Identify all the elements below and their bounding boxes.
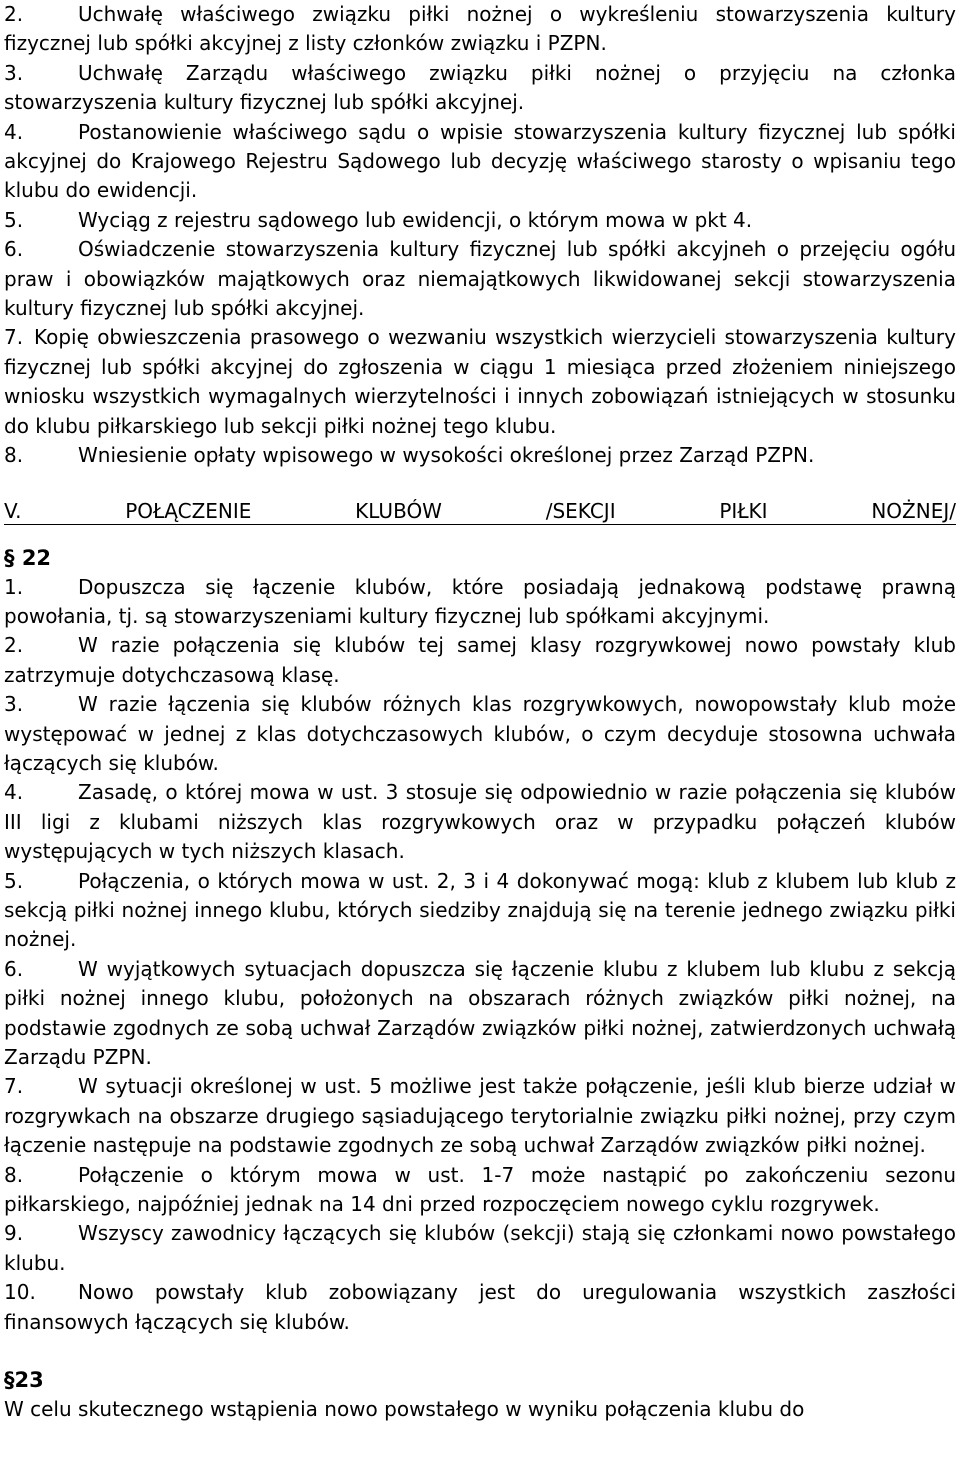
item-text: Oświadczenie stowarzyszenia kultury fizycznej lub spółki akcyjneh o przejęciu ogółu praw i obowiązków majątkowych oraz niemajątkowych likwidowanej sekcji stowarzyszenia kultury fizycznej lub spółki akcyjnej.: [4, 237, 956, 321]
item-number: 1.: [4, 574, 24, 599]
list-item: [4, 573, 956, 632]
item-number: 6.: [4, 237, 24, 262]
item-number: 9.: [4, 1221, 24, 1246]
item-number: 6.: [4, 956, 24, 981]
item-number: 10.: [4, 1280, 36, 1305]
document-page: [4, 0, 956, 1424]
list-item: [4, 1278, 956, 1337]
item-text: W wyjątkowych sytuacjach dopuszcza się łączenie klubu z klubem lub klubu z sekcją piłki nożnej innego klubu, położonych na obszarach różnych związków piłki nożnej, na podstawie zgodnych ze sobą uchwał Zarządów związków piłki nożnej, zatwierdzonych uchwałą Zarządu PZPN.: [4, 956, 956, 1069]
item-text: Uchwałę właściwego związku piłki nożnej o wykreśleniu stowarzyszenia kultury fizycznej lub spółki akcyjnej z listy członków związku i PZPN.: [4, 2, 956, 56]
section-22-list: [4, 573, 956, 1338]
item-text: Zasadę, o której mowa w ust. 3 stosuje się odpowiednio w razie połączenia się klubów III ligi z klubami niższych klas rozgrywkowych oraz w przypadku połączeń klubów występujących w tych niższych klasach.: [4, 780, 956, 864]
item-number: 7.: [4, 325, 24, 350]
list-item: [4, 59, 956, 118]
list-item: [4, 0, 956, 59]
item-text: Wszyscy zawodnicy łączących się klubów (sekcji) stają się członkami nowo powstałego klubu.: [4, 1221, 956, 1275]
item-text: W sytuacji określonej w ust. 5 możliwe jest także połączenie, jeśli klub bierze udział w rozgrywkach na obszarze drugiego sąsiadującego terytorialnie związku piłki nożnej, przy czym łączenie następuje na podstawie zgodnych ze sobą uchwał Zarządów związków piłki nożnej.: [4, 1074, 956, 1158]
item-text: Wyciąg z rejestru sądowego lub ewidencji, o którym mowa w pkt 4.: [78, 207, 753, 232]
item-number: 2.: [4, 633, 24, 658]
section-number: 23: [14, 1368, 44, 1393]
list-item: [4, 1072, 956, 1160]
item-text: Postanowienie właściwego sądu o wpisie stowarzyszenia kultury fizycznej lub spółki akcyjnej do Krajowego Rejestru Sądowego lub decyzję właściwego starosty o wpisaniu tego klubu do ewidencji.: [4, 119, 956, 203]
item-number: 8.: [4, 1162, 24, 1187]
item-number: 4.: [4, 780, 24, 805]
list-item: [4, 1161, 956, 1220]
item-number: 5.: [4, 207, 24, 232]
section-heading: [4, 497, 956, 525]
item-text: Uchwałę Zarządu właściwego związku piłki nożnej o przyjęciu na członka stowarzyszenia kultury fizycznej lub spółki akcyjnej.: [4, 60, 956, 115]
list-item: [4, 206, 956, 235]
item-number: 3.: [4, 692, 24, 717]
item-text: Kopię obwieszczenia prasowego o wezwaniu wszystkich wierzycieli stowarzyszenia kultury fizycznej lub spółki akcyjnej do zgłoszenia w ciągu 1 miesiąca przed złożeniem niniejszego wniosku wszystkich wymagalnych wierzytelności i innych zobowiązań istniejących w stosunku do klubu piłkarskiego lub sekcji piłki nożnej tego klubu.: [4, 325, 956, 438]
item-text: W razie łączenia się klubów różnych klas rozgrywkowych, nowopowstały klub może występować w jednej z klas dotychczasowych klubów, o czym decyduje stosowna uchwała łączących się klubów.: [4, 692, 956, 775]
heading-part: NOŻNEJ/: [871, 498, 956, 523]
heading-part: POŁĄCZENIE: [125, 498, 252, 523]
item-text: W razie połączenia się klubów tej samej klasy rozgrywkowej nowo powstały klub zatrzymuje dotychczasową klasę.: [4, 633, 956, 687]
list-item: [4, 867, 956, 955]
heading-part: KLUBÓW: [355, 498, 442, 523]
item-text: Dopuszcza się łączenie klubów, które posiadają jednakową podstawę prawną powołania, tj. są stowarzyszeniami kultury fizycznej lub spółkami akcyjnymi.: [4, 574, 956, 628]
item-number: 7.: [4, 1074, 24, 1099]
item-number: 8.: [4, 443, 24, 468]
list-item: [4, 323, 956, 441]
heading-part: V.: [4, 498, 22, 523]
item-number: 5.: [4, 868, 24, 893]
heading-part: PIŁKI: [719, 498, 768, 523]
list-item: [4, 690, 956, 778]
top-list: [4, 0, 956, 471]
item-text: Wniesienie opłaty wpisowego w wysokości określonej przez Zarząd PZPN.: [78, 443, 815, 468]
list-item: [4, 631, 956, 690]
section-number: 22: [21, 545, 52, 570]
item-text: Połączenie o którym mowa w ust. 1-7 może nastąpić po zakończeniu sezonu piłkarskiego, najpóźniej jednak na 14 dni przed rozpoczęciem nowego cyklu rozgrywek.: [4, 1162, 956, 1217]
list-item: [4, 118, 956, 206]
item-number: 2.: [4, 2, 24, 26]
list-item: [4, 235, 956, 323]
section-23-label: §23: [4, 1368, 44, 1393]
item-number: 4.: [4, 119, 24, 144]
section-22-label: § 22: [4, 545, 52, 570]
section-23-text: W celu skutecznego wstąpienia nowo powstałego w wyniku połączenia klubu do: [4, 1397, 805, 1422]
list-item: [4, 778, 956, 866]
item-text: Połączenia, o których mowa w ust. 2, 3 i 4 dokonywać mogą: klub z klubem lub klub z sekcją piłki nożnej innego klubu, których siedziby znajdują się na terenie jednego związku piłki nożnej.: [4, 868, 956, 952]
list-item: [4, 1219, 956, 1278]
heading-part: /SEKCJI: [545, 498, 616, 523]
item-text: Nowo powstały klub zobowiązany jest do uregulowania wszystkich zaszłości finansowych łączących się klubów.: [4, 1280, 956, 1334]
item-number: 3.: [4, 60, 24, 85]
list-item: [4, 955, 956, 1073]
list-item: [4, 441, 956, 470]
